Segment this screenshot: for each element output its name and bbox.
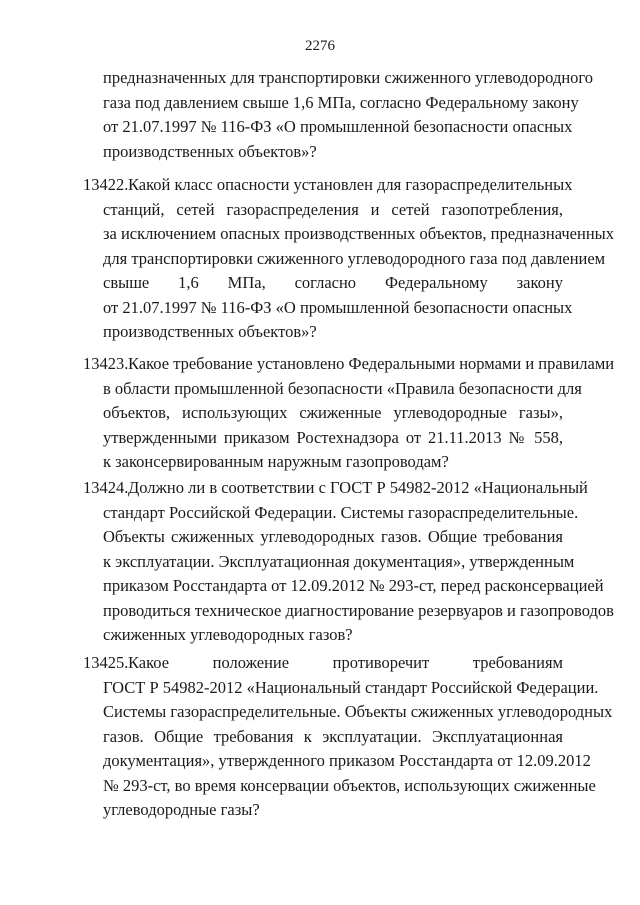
question-line: углеводородные газы?: [103, 800, 260, 819]
question-line: от 21.07.1997 № 116-ФЗ «О промышленной безопасности опасных: [103, 297, 573, 317]
question-line: производственных объектов»?: [103, 322, 317, 341]
continuation-line: от 21.07.1997 № 116-ФЗ «О промышленной безопасности опасных: [103, 117, 573, 136]
question-line: Системы газораспределительные. Объекты сжиженных углеводородных: [103, 702, 613, 721]
question-line: газов. Общие требования к эксплуатации. Эксплуатационная: [103, 726, 563, 746]
question-line: сжиженных углеводородных газов?: [103, 625, 353, 644]
question-line: свыше 1,6 МПа, согласно Федеральному закону: [103, 273, 563, 292]
question-line: приказом Росстандарта от 12.09.2012 № 293-ст, перед расконсервацией: [103, 576, 604, 595]
question-line: документация», утвержденного приказом Росстандарта от 12.09.2012: [103, 751, 591, 770]
question-line: Должно ли в соответствии с ГОСТ Р 54982-2012 «Национальный: [128, 478, 588, 497]
question-line: проводиться техническое диагностирование резервуаров и газопроводов: [103, 600, 614, 620]
question-line: Объекты сжиженных углеводородных газов. Общие требования: [103, 527, 563, 546]
question-line: Какое положение противоречит требованиям: [128, 653, 563, 672]
question-line: № 293-ст, во время консервации объектов, использующих сжиженные: [103, 775, 596, 795]
continuation-line: газа под давлением свыше 1,6 МПа, согласно Федеральному закону: [103, 92, 579, 112]
question-number: 13423.: [83, 354, 129, 373]
question-line: для транспортировки сжиженного углеводородного газа под давлением: [103, 248, 606, 268]
question-line: утвержденными приказом Ростехнадзора от 21.11.2013 № 558,: [103, 427, 563, 447]
question-line: ГОСТ Р 54982-2012 «Национальный стандарт Российской Федерации.: [103, 677, 599, 697]
question-number: 13424.: [83, 478, 129, 497]
question-line: к эксплуатации. Эксплуатационная документация», утвержденным: [103, 551, 575, 571]
question-line: стандарт Российской Федерации. Системы газораспределительные.: [103, 502, 579, 522]
question-line: объектов, использующих сжиженные углеводородные газы»,: [103, 403, 563, 422]
question-number: 13425.: [83, 653, 129, 672]
continuation-line: производственных объектов»?: [103, 141, 317, 161]
question-line: станций, сетей газораспределения и сетей газопотребления,: [103, 199, 563, 219]
continuation-line: предназначенных для транспортировки сжиженного углеводородного: [103, 68, 594, 87]
question-number: 13422.: [83, 175, 129, 194]
page-number: 2276: [305, 38, 335, 54]
question-line: Какой класс опасности установлен для газораспределительных: [128, 175, 573, 194]
question-line: в области промышленной безопасности «Правила безопасности для: [103, 378, 582, 398]
question-line: за исключением опасных производственных объектов, предназначенных: [103, 224, 614, 243]
question-line: Какое требование установлено Федеральными нормами и правилами: [128, 354, 615, 373]
question-line: к законсервированным наружным газопроводам?: [103, 452, 449, 471]
